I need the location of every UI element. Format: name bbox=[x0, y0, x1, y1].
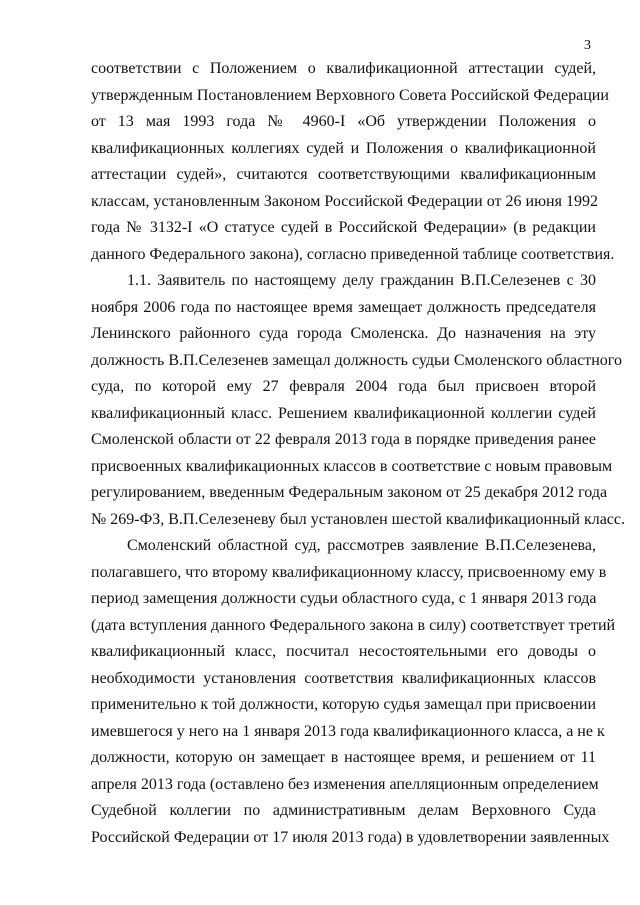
text-line: классам, установленным Законом Российской Федерации от 26 июня 1992 bbox=[91, 192, 598, 210]
text-line: утвержденным Постановлением Верховного Совета Российской Федерации bbox=[91, 86, 609, 104]
text-line: № 269-ФЗ, В.П.Селезеневу был установлен шестой квалификационный класс. bbox=[91, 510, 625, 528]
text-line: от 13 мая 1993 года № 4960-I «Об утверждении Положения о bbox=[91, 113, 596, 130]
text-line: квалификационный класс. Решением квалификационной коллегии судей bbox=[91, 404, 596, 422]
text-line: квалификационных коллегиях судей и Положения о квалификационной bbox=[91, 139, 596, 157]
text-line: должности, которую он замещает в настоящее время, и решением от 11 bbox=[91, 749, 596, 766]
text-line: период замещения должности судьи областного суда, с 1 января 2013 года bbox=[91, 590, 597, 607]
text-line: применительно к той должности, которую судья замещал при присвоении bbox=[91, 696, 597, 713]
text-line: должность В.П.Селезенев замещал должность судьи Смоленского областного bbox=[91, 351, 622, 369]
document-body-text bbox=[91, 56, 625, 851]
text-line: Ленинского районного суда города Смоленска. До назначения на эту bbox=[91, 325, 596, 342]
text-line: апреля 2013 года (оставлено без изменения апелляционным определением bbox=[91, 775, 599, 793]
text-line: Российской Федерации от 17 июля 2013 года) в удовлетворении заявленных bbox=[91, 828, 610, 846]
text-line: данного Федерального закона), согласно приведенной таблице соответствия. bbox=[91, 245, 615, 263]
text-line: суда, по которой ему 27 февраля 2004 года был присвоен второй bbox=[91, 378, 596, 395]
text-line: полагавшего, что второму квалификационному классу, присвоенному ему в bbox=[91, 563, 607, 581]
text-line: соответствии с Положением о квалификационной аттестации судей, bbox=[91, 60, 596, 77]
text-line: (дата вступления данного Федерального закона в силу) соответствует третий bbox=[91, 616, 616, 634]
text-line: квалификационный класс, посчитал несостоятельными его доводы о bbox=[91, 643, 596, 660]
text-line: года № 3132-I «О статусе судей в Российской Федерации» (в редакции bbox=[91, 219, 596, 236]
text-line: аттестации судей», считаются соответствующими квалификационным bbox=[91, 166, 596, 183]
text-line: Смоленской области от 22 февраля 2013 года в порядке приведения ранее bbox=[91, 431, 596, 448]
text-line: необходимости установления соответствия квалификационных классов bbox=[91, 669, 596, 687]
text-line: Смоленский областной суд, рассмотрев заявление В.П.Селезенева, bbox=[127, 537, 596, 554]
page-number: 3 bbox=[584, 38, 591, 53]
text-line: ноября 2006 года по настоящее время замещает должность председателя bbox=[91, 298, 596, 316]
text-line: присвоенных квалификационных классов в соответствие с новым правовым bbox=[91, 457, 613, 475]
text-line: имевшегося у него на 1 января 2013 года квалификационного класса, а не к bbox=[91, 722, 605, 740]
text-line: 1.1. Заявитель по настоящему делу гражданин В.П.Селезенев с 30 bbox=[127, 272, 596, 289]
text-line: регулированием, введенным Федеральным законом от 25 декабря 2012 года bbox=[91, 484, 608, 501]
text-line: Судебной коллегии по административным делам Верховного Суда bbox=[91, 802, 596, 819]
